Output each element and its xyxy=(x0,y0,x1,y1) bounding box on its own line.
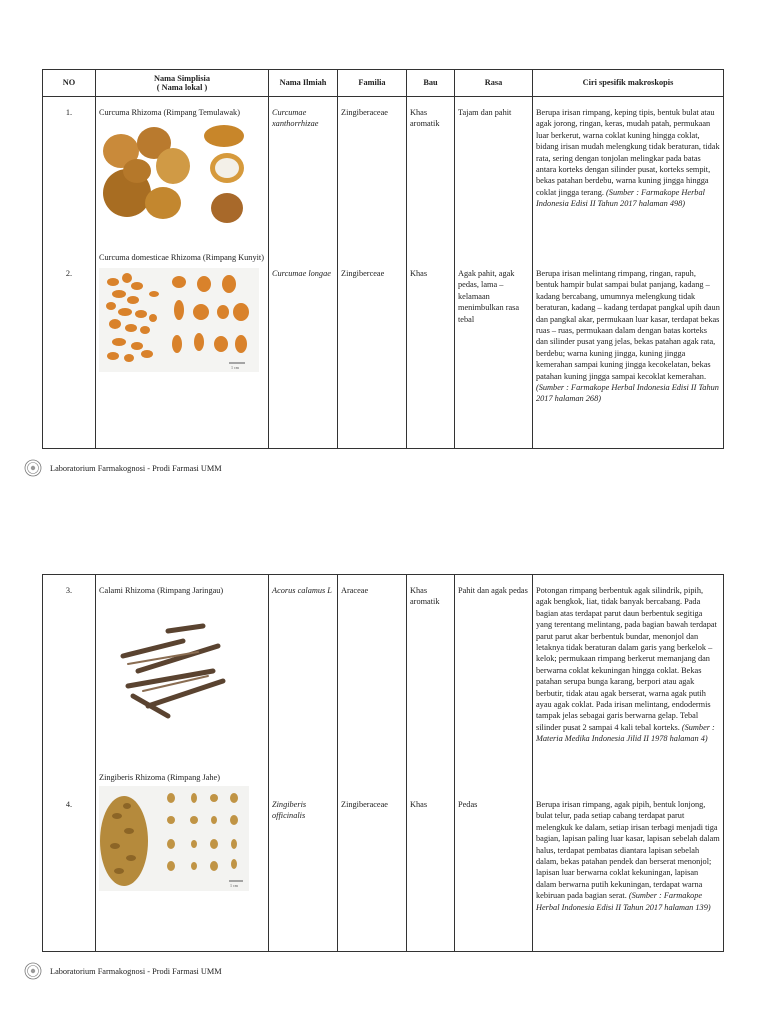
simplisia-name: Zingiberis Rhizoma (Rimpang Jahe) xyxy=(99,773,220,783)
ciri-source: (Sumber : Farmakope Herbal Indonesia Edisi II Tahun 2017 halaman 139) xyxy=(536,891,711,912)
nama-ilmiah-cell xyxy=(269,97,338,449)
row-number: 2. xyxy=(65,269,73,278)
umm-logo-icon xyxy=(24,459,42,477)
rasa-value: Agak pahit, agak pedas, lama – kelamaan menimbulkan rasa tebal xyxy=(458,269,520,324)
ciri-text: Potongan rimpang berbentuk agak silindrik, pipih, agak bengkok, liat, tidak banyak bercabang. Pada bagian atas terdapat parut daun berbentuk segitiga yang terentang melintang, pada bagian bawah terdapat parut parut akar berbentuk bundar, menonjol dan letaknya tidak beraturan dalam garis yang berkelok – kelok; permukaan rimpang berkerut memanjang dan berwarna coklat kekuningan hingga coklat. Bekas patahan serupa bunga karang, berpori atau agak berbutir, tidak atau agak berserat, warna agak putih ayau agak coklat. Pada irisan melintang, endodermis tampak jelas sebagai garis berwarna gelap. Tebal silinder pusat 2 sampai 4 kali tebal korteks. xyxy=(536,586,717,732)
ciri-description xyxy=(533,575,723,799)
row-number-cell xyxy=(43,97,96,449)
familia-value: Zingiberceae xyxy=(341,269,385,278)
bau-value: Khas aromatik xyxy=(410,108,440,129)
header-no: NO xyxy=(43,70,96,97)
temulawak-photo xyxy=(99,121,259,226)
familia-value: Zingiberaceae xyxy=(341,800,388,809)
header-nama-ilmiah: Nama Ilmiah xyxy=(269,70,338,97)
ciri-text: Berupa irisan rimpang, keping tipis, bentuk bulat atau agak jorong, ringan, keras, mudah patah, permukaan luar berkerut, warna coklat kuning hingga coklat, bidang irisan mudah melengkung tidak beraturan, tidak rata, sering dengan tonjolan melingkar pada batas antara korteks dengan silinder pusat, korteks sempit, bekas patahan berdebu, warna kuning jingga hingga coklat jingga terang. xyxy=(536,108,720,197)
simplisia-name: Curcuma Rhizoma (Rimpang Temulawak) xyxy=(99,108,240,117)
table-row xyxy=(43,575,724,952)
footer-text: Laboratorium Farmakognosi - Prodi Farmasi UMM xyxy=(50,966,222,976)
latin-name: Acorus calamus L xyxy=(272,586,332,595)
header-ciri: Ciri spesifik makroskopis xyxy=(533,70,724,97)
familia-cell xyxy=(338,97,407,449)
simplisia-name: Calami Rhizoma (Rimpang Jaringau) xyxy=(99,586,224,595)
simplisia-name: Curcuma domesticae Rhizoma (Rimpang Kunyit) xyxy=(99,253,264,263)
latin-name: Curcumae longae xyxy=(272,269,331,278)
latin-name: Zingiberis officinalis xyxy=(272,800,307,821)
ciri-source: (Sumber : Materia Medika Indonesia Jilid II 1978 halaman 4) xyxy=(536,722,715,744)
header-nama-simplisia-line1: Nama Simplisia xyxy=(153,73,210,83)
bau-value: Khas xyxy=(410,269,428,278)
jaringau-photo xyxy=(108,616,238,726)
bau-cell xyxy=(407,97,455,449)
rasa-cell xyxy=(455,97,533,449)
rasa-value: Tajam dan pahit xyxy=(458,108,512,117)
rasa-value: Pedas xyxy=(458,800,478,809)
row-number: 4. xyxy=(65,800,73,809)
simplisia-cell xyxy=(96,575,269,952)
header-nama-simplisia xyxy=(96,70,269,97)
bau-value: Khas xyxy=(410,800,428,809)
kunyit-photo xyxy=(99,268,259,372)
row-number-cell xyxy=(43,575,96,952)
ciri-source: (Sumber : Farmakope Herbal Indonesia Edisi II Tahun 2017 halaman 268) xyxy=(536,383,719,404)
nama-ilmiah-cell xyxy=(269,575,338,952)
ciri-source: (Sumber : Farmakope Herbal Indonesia Edisi II Tahun 2017 halaman 498) xyxy=(536,187,705,209)
header-rasa: Rasa xyxy=(455,70,533,97)
ciri-cell xyxy=(533,575,724,952)
familia-cell xyxy=(338,575,407,952)
simplisia-table-page-2 xyxy=(42,574,724,952)
familia-value: Araceae xyxy=(341,586,369,595)
bau-cell xyxy=(407,575,455,952)
bau-value: Khas aromatik xyxy=(410,586,440,607)
scale-label: 1 cm xyxy=(231,364,239,370)
jahe-photo xyxy=(99,786,249,891)
familia-value: Zingiberaceae xyxy=(341,108,388,117)
simplisia-cell xyxy=(96,97,269,449)
rasa-cell xyxy=(455,575,533,952)
table-row xyxy=(43,97,724,449)
table-header-row xyxy=(43,70,724,97)
umm-logo-icon xyxy=(24,962,42,980)
page-footer xyxy=(24,962,222,980)
row-number: 1. xyxy=(65,108,73,117)
footer-text: Laboratorium Farmakognosi - Prodi Farmasi UMM xyxy=(50,463,222,473)
jahe-pile xyxy=(100,796,148,886)
ciri-description xyxy=(533,97,723,255)
latin-name: Curcumae xanthorrhizae xyxy=(272,108,319,129)
header-familia: Familia xyxy=(338,70,407,97)
page-footer xyxy=(24,459,222,477)
ciri-description xyxy=(533,255,723,405)
ciri-text: Berupa irisan melintang rimpang, ringan, rapuh, bentuk hampir bulat sampai bulat panjang, kadang – kadang bercabang, umumnya melengkung tidak beraturan, kadang – kadang terdapat pangkal upih daun dan pangkal akar, permukaan luar kasar, terdapat bekas ruas – ruas, permukaan dalam dengan batas korteks dan silinder pusat yang jelas, bekas patahan agak rata, berdebu; warna kuning jingga, kuning jingga kemerahan sampai kuning jingga kecokelatan, bekas patahan kuning jingga sampai kecoklat kemerahan. xyxy=(536,269,720,381)
ciri-text: Berupa irisan rimpang, agak pipih, bentuk lonjong, bulat telur, pada setiap cabang terdapat parut melengkuk ke dalam, setiap irisan terbagi menjadi tiga bagian, lapisan paling luar kasar, lapisan sebelah dalam halus, terdapat pembatas diantara lapisan sebelah dalam, bekas patahan pendek dan berserat menonjol; lapisan luar berwarna coklat kekuningan, lapisan dalam berwarna putih kekuningan, terdapat warna kebiruan pada bagian serat. xyxy=(536,800,720,901)
scale-label: 1 cm xyxy=(230,882,238,888)
ciri-cell xyxy=(533,97,724,449)
ciri-description xyxy=(533,799,723,913)
header-nama-simplisia-line2: ( Nama lokal ) xyxy=(156,83,208,92)
header-bau: Bau xyxy=(407,70,455,97)
simplisia-table-page-1 xyxy=(42,69,724,449)
rasa-value: Pahit dan agak pedas xyxy=(458,586,528,595)
row-number: 3. xyxy=(65,586,73,595)
